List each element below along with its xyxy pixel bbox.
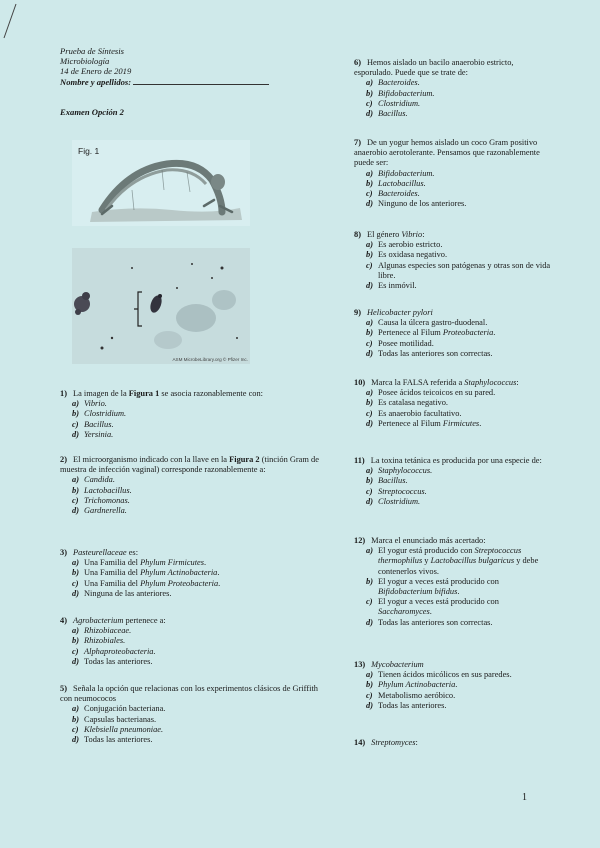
question-stem: Señala la opción que relacionas con los experimentos clásicos de Griffith con neumococos [60,684,318,704]
option-a[interactable]: a) Staphylococcus. [366,466,433,476]
option-a[interactable]: a) Conjugación bacteriana. [72,704,166,714]
question-stem: La toxina tetánica es producida por una especie de: [370,456,542,465]
option-a[interactable]: a) Rhizobiaceae. [72,626,132,636]
question-stem: Mycobacterium [371,660,424,669]
figure-1-label: Fig. 1 [78,146,100,156]
option-c[interactable]: c) Metabolismo aeróbico. [366,690,456,700]
option-c[interactable]: c) Streptococcus. [366,486,427,496]
question-stem: Pasteurellaceae [72,548,127,557]
option-d[interactable]: d) Todas las anteriores. [366,700,447,710]
option-d[interactable]: d) Es inmóvil. [366,281,417,291]
option-c[interactable]: c) Posee motilidad. [366,338,434,348]
option-a[interactable]: a) Una Familia del Phylum Firmicutes. [72,558,207,568]
option-d[interactable]: d) Todas las anteriores son correctas. [366,348,493,358]
option-b[interactable]: b) Phylum Actinobacteria. [366,680,458,690]
question-6 [354,58,554,119]
header-title: Prueba de Síntesis [60,46,124,56]
option-b[interactable]: b) Capsulas bacterianas. [72,714,157,724]
question-number: 1) [60,389,67,398]
question-5 [60,684,322,745]
question-3 [60,548,322,599]
question-number: 10) [354,378,366,387]
option-a[interactable]: a) Causa la úlcera gastro-duodenal. [366,318,488,328]
question-stem: De un yogur hemos aislado un coco Gram positivo anaerobio aerotolerante. Pensamos que razonablemente puede ser: [354,138,540,168]
header-subject: Microbiología [60,56,110,67]
question-1 [60,389,322,440]
question-number: 13) [354,660,366,669]
question-stem-end: es: [126,548,139,557]
option-a[interactable]: a) Bifidobacterium. [366,168,435,178]
option-a[interactable]: a) Vibrio. [72,399,107,409]
exam-header [60,46,300,87]
option-a[interactable]: a) Posee ácidos teicoicos en su pared. [366,388,496,398]
question-9 [354,308,554,359]
option-d[interactable]: d) Bacillus. [366,109,408,119]
question-stem: La imagen de la [72,389,129,398]
option-b[interactable]: b) Bifidobacterium. [366,88,435,98]
genus-name: Staphylococcus [464,378,517,387]
question-stem: Helicobacter pylori [366,308,433,317]
question-4 [60,616,322,667]
header-date: 14 de Enero de 2019 [60,66,132,77]
option-a[interactable]: a) Candida. [72,475,115,485]
option-a[interactable]: a) Tienen ácidos micólicos en sus paredes. [366,670,512,680]
gram-stain-micrograph [72,248,250,364]
option-b[interactable]: b) Rhizobiales. [72,636,126,646]
option-a[interactable]: a) El yogur está producido con Streptococcus thermophilus y Lactobacillus bulgaricus y debe contenerlos vivos. [366,546,539,576]
option-a[interactable]: a) Es aerobio estricto. [366,240,443,250]
question-stem-end: se asocia razonablemente con: [159,389,263,398]
figure-ref: Figura 2 [229,455,260,464]
option-c[interactable]: c) Alphaproteobacteria. [72,646,156,656]
question-number: 9) [354,308,361,317]
option-b[interactable]: b) Es oxidasa negativo. [366,250,448,260]
question-number: 5) [60,684,67,693]
option-b[interactable]: b) Bacillus. [366,476,408,486]
question-number: 3) [60,548,67,557]
option-c[interactable]: c) Es anaerobio facultativo. [366,408,462,418]
option-b[interactable]: b) Pertenece al Filum Proteobacteria. [366,328,496,338]
question-13 [354,660,554,711]
question-stem: El género [366,230,402,239]
question-8 [354,230,554,291]
option-b[interactable]: b) El yogur a veces está producido con Bifidobacterium bifidus. [366,576,499,597]
question-number: 8) [354,230,361,239]
option-d[interactable]: d) Pertenece al Filum Firmicutes. [366,418,482,428]
option-a[interactable]: a) Bacteroides. [366,78,420,88]
opisthotonus-illustration [72,140,250,226]
question-number: 6) [354,58,361,67]
option-b[interactable]: b) Una Familia del Phylum Actinobacteria. [72,568,220,578]
question-stem-end: pertenece a: [123,616,166,625]
name-blank-line[interactable] [133,77,269,85]
option-d[interactable]: d) Todas las anteriores. [72,656,153,666]
option-c[interactable]: c) Clostridium. [366,98,421,108]
option-c[interactable]: c) Trichomonas. [72,495,130,505]
figure-ref: Figura 1 [128,389,160,398]
question-number: 7) [354,138,361,147]
option-b[interactable]: b) Lactobacillus. [366,178,426,188]
question-stem: Streptomyces [371,738,416,747]
question-stem: El microorganismo indicado con la llave en la [72,455,230,464]
question-stem: Agrobacterium [72,616,124,625]
question-11 [354,456,554,507]
name-field[interactable] [60,77,300,87]
option-c[interactable]: c) El yogur a veces está producido con Saccharomyces. [366,597,499,617]
pen-mark [0,0,30,40]
option-d[interactable]: d) Yersinia. [72,429,114,439]
option-b[interactable]: b) Lactobacillus. [72,485,132,495]
question-number: 12) [354,536,366,545]
question-stem: Hemos aislado un bacilo anaerobio estricto, esporulado. Puede que se trate de: [354,58,514,78]
question-2 [60,455,322,516]
option-d[interactable]: d) Ninguno de los anteriores. [366,199,467,209]
figure-2 [72,248,250,364]
genus-name: Vibrio [401,230,423,239]
question-10: 10) Marca la FALSA referida a Staphylococcus: a) Posee ácidos teicoicos en su pared. b) Es catalasa negativo. c) Es anaerobio facultativo. d) Pertenece al Filum Firmicutes. [354,378,554,429]
figure-2-credit: ASM MicrobeLibrary.org © Pfizer Inc. [172,357,248,362]
question-stem-end: (tinción Gram de muestra de infección vaginal) corresponde razonablemente a: [60,455,319,475]
option-b[interactable]: b) Clostridium. [72,409,127,419]
option-d[interactable]: d) Todas las anteriores son correctas. [366,617,493,627]
option-c[interactable]: c) Una Familia del Phylum Proteobacteria. [72,578,221,588]
option-c[interactable]: c) Bacteroides. [366,189,420,199]
name-label: Nombre y apellidos: [60,76,132,87]
question-14: 14) Streptomyces: [354,738,418,747]
option-d[interactable]: d) Ninguna de las anteriores. [72,588,172,598]
question-stem: Marca la FALSA referida a [371,378,465,387]
figure-1 [72,140,250,226]
question-number: 11) [354,456,365,465]
option-c[interactable]: c) Algunas especies son patógenas y otras son de vida libre. [366,260,551,280]
question-12 [354,536,554,628]
question-number: 14) [354,738,366,747]
page-number: 1 [522,792,527,803]
question-number: 4) [60,616,67,625]
option-d[interactable]: d) Todas las anteriores. [72,735,153,745]
option-c[interactable]: c) Klebsiella pneumoniae. [72,724,164,734]
option-d[interactable]: d) Gardnerella. [72,506,127,516]
exam-title: Examen Opción 2 [60,107,124,117]
option-b[interactable]: b) Es catalasa negativo. [366,398,448,408]
option-c[interactable]: c) Bacillus. [72,419,114,429]
question-stem: Marca el enunciado más acertado: [371,536,486,545]
question-stem-end: : [422,230,425,239]
question-number: 2) [60,455,67,464]
question-7 [354,138,554,209]
option-d[interactable]: d) Clostridium. [366,496,421,506]
